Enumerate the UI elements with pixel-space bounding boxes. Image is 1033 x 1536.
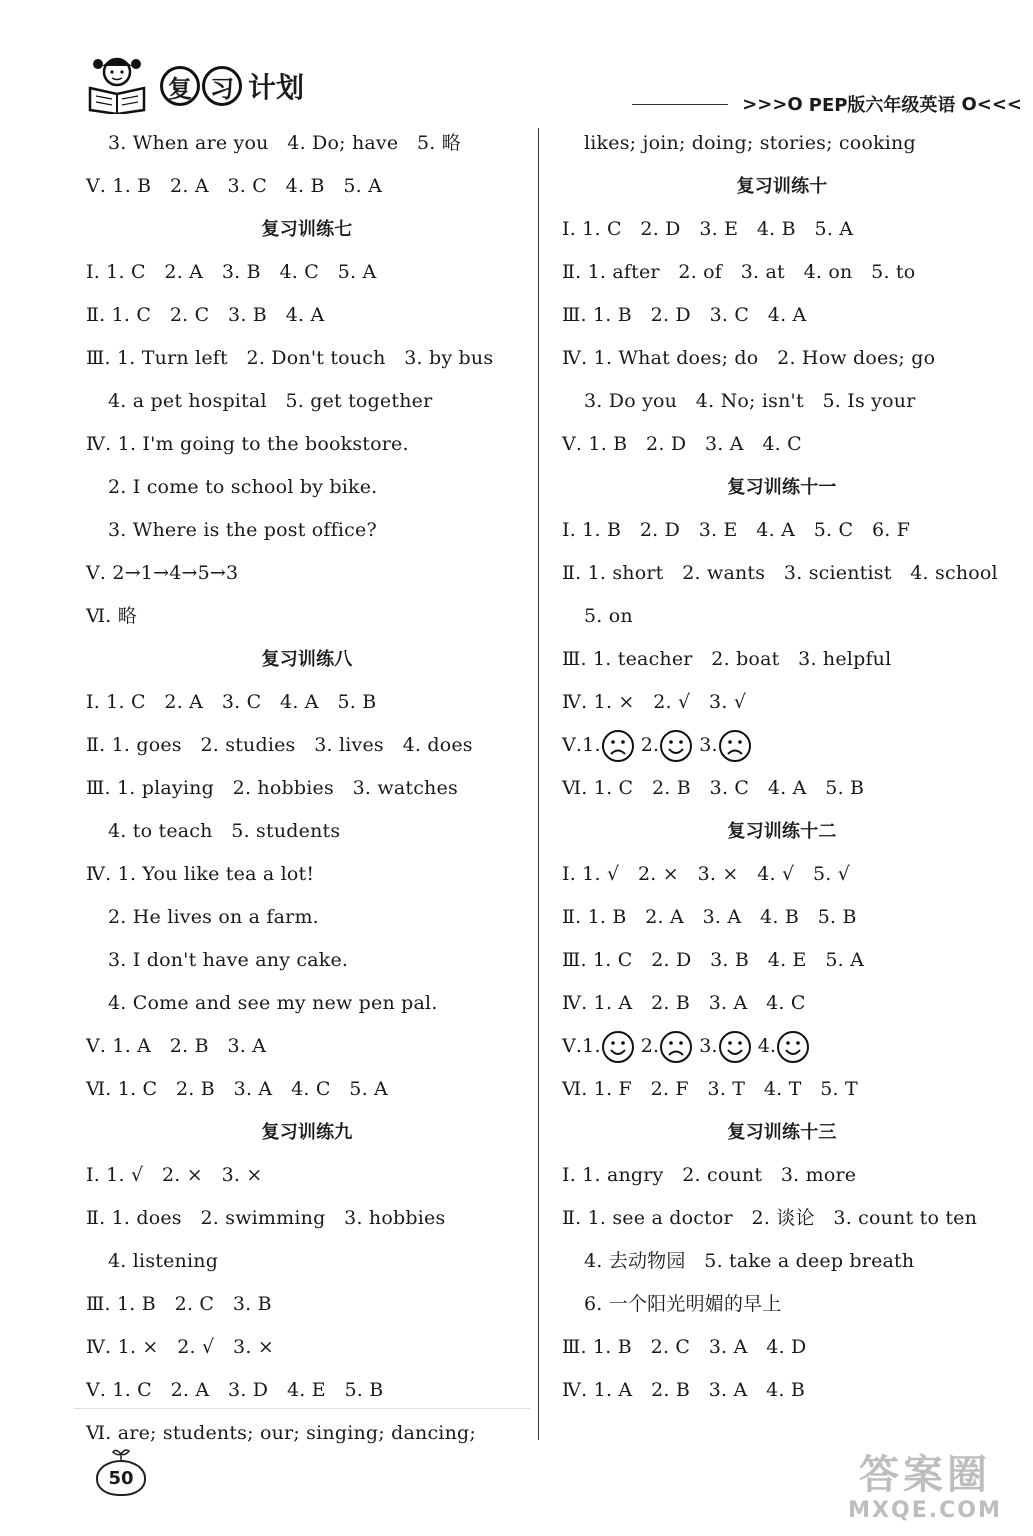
logo-text: 计划	[248, 71, 305, 104]
answer-line: Ⅰ. 1. angry 2. count 3. more	[562, 1164, 857, 1186]
sad-face-icon	[601, 729, 635, 763]
sad-face-icon	[659, 1030, 693, 1064]
series-title: PEP版六年级英语	[808, 95, 956, 116]
page-header	[0, 0, 1033, 120]
answer-line: Ⅰ. 1. C 2. A 3. B 4. C 5. A	[86, 261, 377, 283]
section-heading: 复习训练十一	[727, 477, 837, 498]
happy-face-icon	[659, 729, 693, 763]
answer-line: 4. a pet hospital 5. get together	[108, 390, 433, 412]
answer-line: Ⅲ. 1. B 2. C 3. B	[86, 1293, 272, 1315]
series-title-bar	[632, 92, 1022, 116]
answer-line: Ⅱ. 1. C 2. C 3. B 4. A	[86, 304, 325, 326]
book-logo	[160, 66, 304, 106]
answer-line: Ⅲ. 1. playing 2. hobbies 3. watches	[86, 777, 458, 799]
answer-line: Ⅲ. 1. B 2. C 3. A 4. D	[562, 1336, 807, 1358]
watermark	[830, 1452, 1020, 1530]
answer-line: 3. Where is the post office?	[108, 519, 377, 541]
answer-column-left	[86, 122, 528, 1455]
face-number: 2.	[640, 734, 660, 756]
reading-girl-icon	[82, 52, 152, 114]
watermark-sub: MXQE.COM	[848, 1498, 1002, 1523]
answer-line: likes; join; doing; stories; cooking	[584, 132, 916, 154]
face-number: 3.	[699, 734, 718, 756]
answer-line: 2. He lives on a farm.	[108, 906, 319, 928]
answer-line: Ⅰ. 1. √ 2. × 3. × 4. √ 5. √	[562, 863, 851, 885]
answer-line: Ⅴ. 1. B 2. D 3. A 4. C	[562, 433, 802, 455]
answer-line: Ⅲ. 1. C 2. D 3. B 4. E 5. A	[562, 949, 865, 971]
footer-rule	[74, 1408, 530, 1409]
section-heading: 复习训练八	[261, 649, 353, 670]
answer-line: Ⅳ. 1. A 2. B 3. A 4. C	[562, 992, 806, 1014]
answer-line: Ⅰ. 1. √ 2. × 3. ×	[86, 1164, 263, 1186]
answer-line: Ⅵ. are; students; our; singing; dancing;	[86, 1422, 476, 1444]
answer-line: Ⅴ. 1. A 2. B 3. A	[86, 1035, 267, 1057]
face-number: 4.	[757, 1035, 777, 1057]
header-rule	[632, 104, 728, 105]
answer-line: 3. Do you 4. No; isn't 5. Is your	[584, 390, 916, 412]
answer-line: 4. to teach 5. students	[108, 820, 341, 842]
answer-line: Ⅴ. 2→1→4→5→3	[86, 562, 239, 584]
answer-line: Ⅲ. 1. B 2. D 3. C 4. A	[562, 304, 807, 326]
faces-row	[562, 724, 758, 767]
face-number: 2.	[640, 1035, 660, 1057]
face-number: 1.	[582, 734, 601, 756]
answer-line: Ⅵ. 1. F 2. F 3. T 4. T 5. T	[562, 1078, 858, 1100]
series-suffix: O<<<	[961, 93, 1022, 115]
answer-line: Ⅰ. 1. B 2. D 3. E 4. A 5. C 6. F	[562, 519, 911, 541]
faces-prefix: Ⅴ.	[562, 734, 583, 756]
answer-line: Ⅵ. 略	[86, 605, 137, 627]
section-heading: 复习训练十二	[727, 821, 837, 842]
watermark-main: 答案圈	[859, 1452, 991, 1498]
section-heading: 复习训练七	[261, 219, 353, 240]
answer-line: Ⅲ. 1. Turn left 2. Don't touch 3. by bus	[86, 347, 494, 369]
happy-face-icon	[718, 1030, 752, 1064]
page-number: 50	[96, 1460, 146, 1496]
section-heading: 复习训练十三	[727, 1122, 837, 1143]
answer-line: Ⅱ. 1. after 2. of 3. at 4. on 5. to	[562, 261, 916, 283]
answer-line: Ⅴ. 1. C 2. A 3. D 4. E 5. B	[86, 1379, 384, 1401]
answer-line: Ⅳ. 1. A 2. B 3. A 4. B	[562, 1379, 806, 1401]
answer-line: 2. I come to school by bike.	[108, 476, 378, 498]
answer-line: Ⅵ. 1. C 2. B 3. A 4. C 5. A	[86, 1078, 388, 1100]
happy-face-icon	[776, 1030, 810, 1064]
answer-line: Ⅳ. 1. I'm going to the bookstore.	[86, 433, 409, 455]
section-heading: 复习训练九	[261, 1122, 353, 1143]
answer-line: Ⅰ. 1. C 2. D 3. E 4. B 5. A	[562, 218, 854, 240]
logo-char: 习	[202, 66, 242, 106]
answer-line: Ⅱ. 1. short 2. wants 3. scientist 4. school	[562, 562, 998, 584]
answer-line: 5. on	[584, 605, 633, 627]
faces-row	[562, 1025, 816, 1068]
face-number: 3.	[699, 1035, 718, 1057]
sad-face-icon	[718, 729, 752, 763]
answer-line: Ⅰ. 1. C 2. A 3. C 4. A 5. B	[86, 691, 377, 713]
answer-line: 4. listening	[108, 1250, 219, 1272]
logo-char: 复	[160, 66, 200, 106]
series-prefix: >>>O	[742, 93, 803, 115]
answer-line: Ⅵ. 1. C 2. B 3. C 4. A 5. B	[562, 777, 865, 799]
answer-line: 6. 一个阳光明媚的早上	[584, 1293, 782, 1315]
answer-line: Ⅳ. 1. You like tea a lot!	[86, 863, 315, 885]
answer-line: 4. Come and see my new pen pal.	[108, 992, 438, 1014]
answer-line: Ⅲ. 1. teacher 2. boat 3. helpful	[562, 648, 892, 670]
answer-line: Ⅳ. 1. × 2. √ 3. √	[562, 691, 747, 713]
answer-line: Ⅴ. 1. B 2. A 3. C 4. B 5. A	[86, 175, 383, 197]
face-number: 1.	[582, 1035, 601, 1057]
answer-line: Ⅱ. 1. goes 2. studies 3. lives 4. does	[86, 734, 473, 756]
answer-line: Ⅱ. 1. does 2. swimming 3. hobbies	[86, 1207, 446, 1229]
column-divider	[538, 128, 539, 1440]
answer-line: 4. 去动物园 5. take a deep breath	[584, 1250, 915, 1272]
answer-line: Ⅳ. 1. What does; do 2. How does; go	[562, 347, 936, 369]
happy-face-icon	[601, 1030, 635, 1064]
answer-column-right	[562, 122, 1002, 1412]
section-heading: 复习训练十	[736, 176, 828, 197]
answer-line: Ⅳ. 1. × 2. √ 3. ×	[86, 1336, 274, 1358]
faces-prefix: Ⅴ.	[562, 1035, 583, 1057]
answer-line: Ⅱ. 1. see a doctor 2. 谈论 3. count to ten	[562, 1207, 978, 1229]
answer-line: 3. When are you 4. Do; have 5. 略	[108, 132, 461, 154]
answer-line: Ⅱ. 1. B 2. A 3. A 4. B 5. B	[562, 906, 857, 928]
answer-line: 3. I don't have any cake.	[108, 949, 349, 971]
